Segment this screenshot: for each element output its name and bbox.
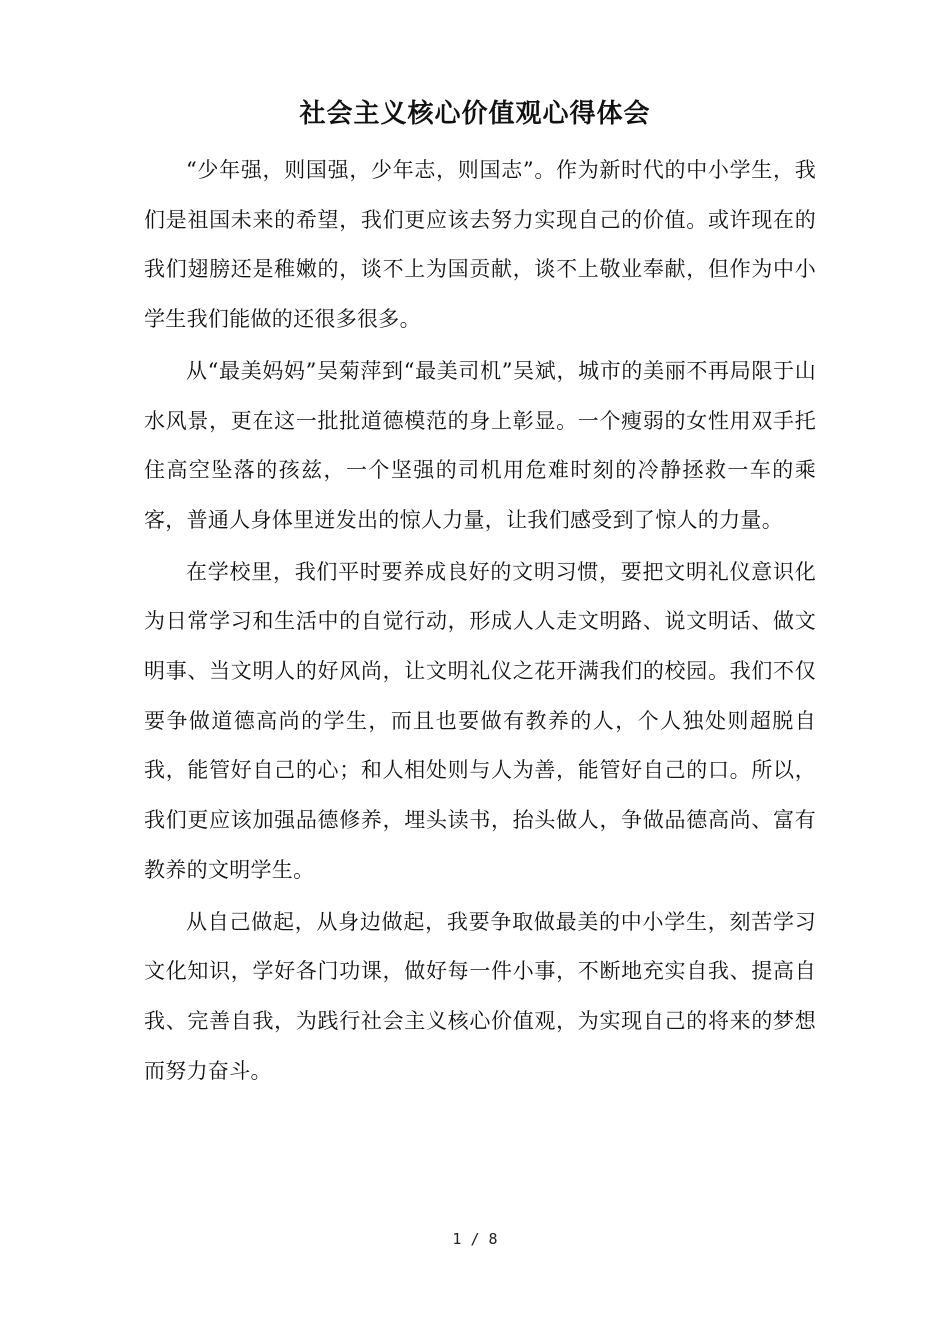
paragraph-2: 从“最美妈妈”吴菊萍到“最美司机”吴斌，城市的美丽不再局限于山水风景，更在这一批批道德模范的身上彰显。一个瘦弱的女性用双手托住高空坠落的孩兹，一个坚强的司机用危难时刻的冷静拯救一车的乘客，普通人身体里迸发出的惊人力量，让我们感受到了惊人的力量。 <box>144 358 816 532</box>
document-body <box>144 146 816 1098</box>
document-title: 社会主义核心价值观心得体会 <box>299 99 651 129</box>
paragraph-4: 从自己做起，从身边做起，我要争取做最美的中小学生，刻苦学习文化知识，学好各门功课，做好每一件小事，不断地充实自我、提高自我、完善自我，为践行社会主义核心价值观，为实现自己的将来的梦想而努力奋斗。 <box>144 909 816 1083</box>
page-number: 1 / 8 <box>452 1230 498 1248</box>
paragraph-3: 在学校里，我们平时要养成良好的文明习惯，要把文明礼仪意识化为日常学习和生活中的自觉行动，形成人人走文明路、说文明话、做文明事、当文明人的好风尚，让文明礼仪之花开满我们的校园。我们不仅要争做道德高尚的学生，而且也要做有教养的人，个人独处则超脱自我，能管好自己的心；和人相处则与人为善，能管好自己的口。所以，我们更应该加强品德修养，埋头读书，抬头做人，争做品德高尚、富有教养的文明学生。 <box>144 559 816 882</box>
paragraph-1: “少年强，则国强，少年志，则国志”。作为新时代的中小学生，我们是祖国未来的希望，我们更应该去努力实现自己的价值。或许现在的我们翅膀还是稚嫩的，谈不上为国贡献，谈不上敬业奉献，但作为中小学生我们能做的还很多很多。 <box>144 158 816 332</box>
